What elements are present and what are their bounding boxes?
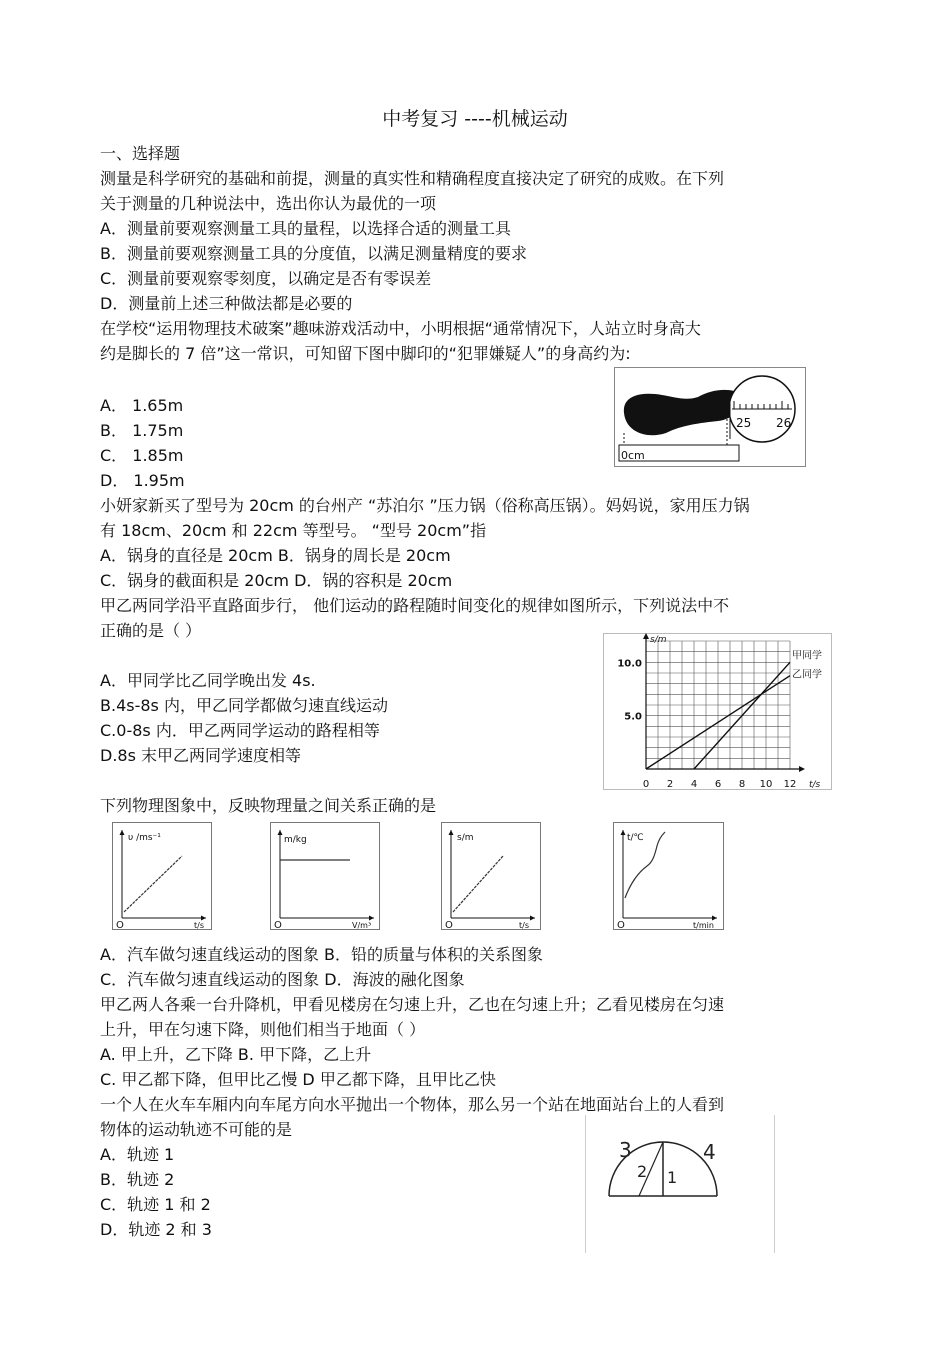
q3-stem-line1: 小妍家新买了型号为 20cm 的台州产 “苏泊尔 ”压力锅（俗称高压锅）。妈妈说，家用压力锅 — [100, 496, 750, 515]
q4-stem-line1: 甲乙两同学沿平直路面步行， 他们运动的路程随时间变化的规律如图所示，下列说法中不 — [100, 596, 730, 615]
q2-option-c: C． 1.85m — [100, 446, 184, 465]
q2-option-b: B． 1.75m — [100, 421, 184, 440]
q1-stem-line2: 关于测量的几种说法中，选出你认为最优的一项 — [100, 194, 437, 213]
x-tick-label: 12 — [783, 779, 797, 790]
graph-b — [270, 822, 380, 930]
series-label-1: 甲同学 — [792, 650, 822, 662]
x-tick-label: 6 — [714, 779, 722, 790]
q1-option-a: A．测量前要观察测量工具的量程，以选择合适的测量工具 — [100, 219, 511, 238]
x-tick-label: 8 — [738, 779, 746, 790]
graph-c-origin: O — [445, 920, 453, 930]
st-chart — [603, 633, 832, 790]
trajectory-label-2: 2 — [637, 1162, 648, 1181]
q1-option-c: C．测量前要观察零刻度，以确定是否有零误差 — [100, 269, 432, 288]
q5-stem: 下列物理图象中，反映物理量之间关系正确的是 — [100, 796, 437, 815]
q5-options-cd: C．汽车做匀速直线运动的图象 D．海波的融化图象 — [100, 970, 465, 989]
q7-option-a: A．轨迹 1 — [100, 1145, 175, 1164]
q1-option-d: D．测量前上述三种做法都是必要的 — [100, 294, 353, 313]
y-tick-label: 10.0 — [617, 658, 642, 670]
q4-option-d: D.8s 末甲乙两同学速度相等 — [100, 746, 302, 765]
q2-option-a: A． 1.65m — [100, 396, 184, 415]
q2-stem-line2: 约是脚长的 7 倍”这一常识，可知留下图中脚印的“犯罪嫌疑人”的身高约为: — [100, 344, 631, 363]
q6-options-ab: A. 甲上升，乙下降 B. 甲下降，乙上升 — [100, 1045, 372, 1064]
q6-stem-line1: 甲乙两人各乘一台升降机，甲看见楼房在匀速上升，乙也在匀速上升；乙看见楼房在匀速 — [100, 995, 725, 1014]
q3-options-cd: C．锅身的截面积是 20cm D．锅的容积是 20cm — [100, 571, 453, 590]
graph-c-ylabel: s/m — [457, 833, 474, 843]
q7-stem-line2: 物体的运动轨迹不可能的是 — [100, 1120, 293, 1139]
graph-d-ylabel: t/℃ — [627, 833, 644, 843]
magnifier-mark-25: 25 — [736, 416, 752, 430]
graph-b-origin: O — [274, 920, 282, 930]
q4-stem-line2: 正确的是（ ） — [100, 621, 202, 640]
graph-b-ylabel: m/kg — [284, 835, 307, 845]
q5-options-ab: A．汽车做匀速直线运动的图象 B．铅的质量与体积的关系图象 — [100, 945, 544, 964]
trajectory-figure — [585, 1115, 775, 1253]
x-tick-label: 4 — [690, 779, 698, 790]
graph-a-ylabel: υ /ms⁻¹ — [128, 833, 161, 843]
page-title: 中考复习 ----机械运动 — [382, 108, 568, 130]
x-axis-label: t/s — [809, 780, 821, 790]
footprint-figure — [614, 367, 806, 467]
q4-option-b: B.4s-8s 内，甲乙同学都做匀速直线运动 — [100, 696, 388, 715]
graph-a-xlabel: t/s — [194, 921, 204, 930]
q7-stem-line1: 一个人在火车车厢内向车尾方向水平抛出一个物体，那么另一个站在地面站台上的人看到 — [100, 1095, 725, 1114]
y-tick-label: 5.0 — [624, 711, 642, 723]
graph-a — [112, 822, 212, 930]
q4-option-a: A．甲同学比乙同学晚出发 4s. — [100, 671, 316, 690]
trajectory-label-4: 4 — [703, 1140, 716, 1164]
magnifier-mark-26: 26 — [776, 416, 792, 430]
q3-stem-line2: 有 18cm、20cm 和 22cm 等型号。 “型号 20cm”指 — [100, 521, 487, 540]
x-tick-label: 10 — [759, 779, 773, 790]
x-tick-label: 2 — [666, 779, 674, 790]
q7-option-b: B．轨迹 2 — [100, 1170, 175, 1189]
q4-option-c: C.0-8s 内．甲乙两同学运动的路程相等 — [100, 721, 380, 740]
graph-b-xlabel: V/m³ — [352, 921, 372, 930]
graph-d-origin: O — [617, 920, 625, 930]
trajectory-label-3: 3 — [619, 1138, 632, 1162]
q1-option-b: B．测量前要观察测量工具的分度值，以满足测量精度的要求 — [100, 244, 527, 263]
graph-d — [613, 822, 724, 930]
q2-option-d: D． 1.95m — [100, 471, 185, 490]
section-heading: 一、选择题 — [100, 144, 181, 163]
graph-a-origin: O — [116, 920, 124, 930]
ruler-zero-label: 0cm — [621, 449, 645, 462]
graph-d-xlabel: t/min — [693, 921, 714, 930]
trajectory-label-1: 1 — [667, 1168, 678, 1187]
q1-stem-line1: 测量是科学研究的基础和前提，测量的真实性和精确程度直接决定了研究的成败。在下列 — [100, 169, 725, 188]
q6-stem-line2: 上升，甲在匀速下降，则他们相当于地面（ ） — [100, 1020, 426, 1039]
y-axis-label: s/m — [650, 635, 667, 645]
series-label-2: 乙同学 — [792, 669, 822, 681]
q2-stem-line1: 在学校“运用物理技术破案”趣味游戏活动中，小明根据“通常情况下，人站立时身高大 — [100, 319, 701, 338]
q3-options-ab: A．锅身的直径是 20cm B．锅身的周长是 20cm — [100, 546, 451, 565]
q7-option-c: C．轨迹 1 和 2 — [100, 1195, 211, 1214]
graph-c-xlabel: t/s — [519, 921, 529, 930]
q7-option-d: D．轨迹 2 和 3 — [100, 1220, 212, 1239]
graph-c — [441, 822, 541, 930]
x-tick-label: 0 — [642, 779, 650, 790]
q6-options-cd: C. 甲乙都下降，但甲比乙慢 D 甲乙都下降，且甲比乙快 — [100, 1070, 496, 1089]
